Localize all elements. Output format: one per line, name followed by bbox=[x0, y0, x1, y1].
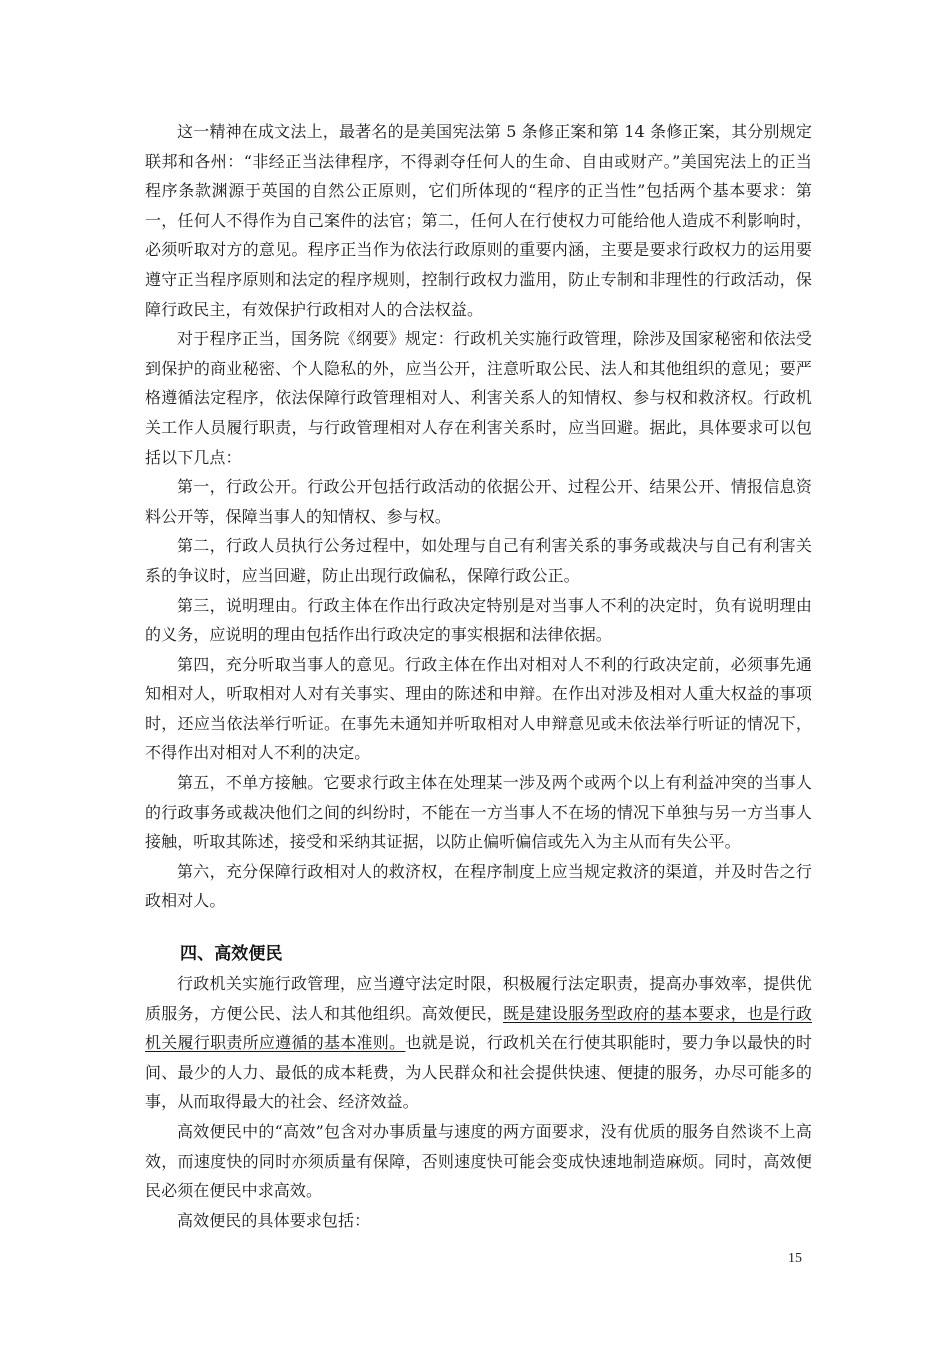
paragraph-due-process-us-constitution: 这一精神在成文法上，最著名的是美国宪法第 5 条修正案和第 14 条修正案，其分别规定联邦和各州：“非经正当法律程序，不得剥夺任何人的生命、自由或财产。”美国宪法上的正当程序条款渊源于英国的自然公正原则，它们所体现的“程序的正当性”包括两个基本要求：第一，任何人不得作为自己案件的法官；第二，任何人在行使权力可能给他人造成不利影响时，必须听取对方的意见。程序正当作为依法行政原则的重要内涵，主要是要求行政权力的运用要遵守正当程序原则和法定的程序规则，控制行政权力滥用，防止专制和非理性的行政活动，保障行政民主，有效保护行政相对人的合法权益。 bbox=[145, 122, 812, 319]
efficiency-text-end: 也就是说，行政机关在行使其职能时，要力争以最快的时间、最少的人力、最低的成本耗费，为人民群众和社会提供快速、便捷的服务，办尽可能多的事，从而取得最大的社会、经济效益。 bbox=[145, 1033, 812, 1112]
efficiency-text-start: 行政机关实施行政管理，应当遵守法定时限，积极履行法定职责，提高办事效率，提供优质服务，方便公民、法人和其他组织。高效便民， bbox=[145, 974, 812, 1023]
page-number: 15 bbox=[788, 1251, 802, 1266]
paragraph-efficiency-requirements-intro: 高效便民的具体要求包括： bbox=[177, 1210, 371, 1230]
paragraph-state-council-outline: 对于程序正当，国务院《纲要》规定：行政机关实施行政管理，除涉及国家秘密和依法受到保护的商业秘密、个人隐私的外，应当公开，注意听取公民、法人和其他组织的意见；要严格遵循法定程序，依法保障行政管理相对人、利害关系人的知情权、参与权和救济权。行政机关工作人员履行职责，与行政管理相对人存在利害关系时，应当回避。据此，具体要求可以包括以下几点： bbox=[145, 329, 812, 467]
paragraph-point-5-no-ex-parte-contact: 第五，不单方接触。它要求行政主体在处理某一涉及两个或两个以上有利益冲突的当事人的行政事务或裁决他们之间的纠纷时，不能在一方当事人不在场的情况下单独与另一方当事人接触，听取其陈述，接受和采纳其证据，以防止偏听偏信或先入为主从而有失公平。 bbox=[145, 773, 812, 852]
paragraph-point-4-hearing-opinions: 第四，充分听取当事人的意见。行政主体在作出对相对人不利的行政决定前，必须事先通知相对人，听取相对人对有关事实、理由的陈述和申辩。在作出对涉及相对人重大权益的事项时，还应当依法举行听证。在事先未通知并听取相对人申辩意见或未依法举行听证的情况下，不得作出对相对人不利的决定。 bbox=[145, 654, 812, 763]
section-heading: 四、高效便民 bbox=[180, 944, 283, 965]
paragraph-point-6-right-to-remedy: 第六，充分保障行政相对人的救济权，在程序制度上应当规定救济的渠道，并及时告之行政相对人。 bbox=[145, 861, 812, 911]
underlined-text: 既是建设服务型政府的基本要求，也是行政机关履行职责所应遵循的基本准则。 bbox=[145, 1003, 813, 1053]
document-body bbox=[145, 117, 812, 1235]
paragraph-point-3-stating-reasons: 第三，说明理由。行政主体在作出行政决定特别是对当事人不利的决定时，负有说明理由的义务，应说明的理由包括作出行政决定的事实根据和法律依据。 bbox=[145, 595, 812, 645]
paragraph-efficiency-meaning: 高效便民中的“高效”包含对办事质量与速度的两方面要求，没有优质的服务自然谈不上高效，而速度快的同时亦须质量有保障，否则速度快可能会变成快速地制造麻烦。同时，高效便民必须在便民中求高效。 bbox=[145, 1122, 812, 1201]
paragraph-efficiency-definition bbox=[145, 969, 812, 1117]
paragraph-point-1-administrative-openness: 第一，行政公开。行政公开包括行政活动的依据公开、过程公开、结果公开、情报信息资料公开等，保障当事人的知情权、参与权。 bbox=[145, 477, 812, 526]
paragraph-point-2-recusal: 第二，行政人员执行公务过程中，如处理与自己有利害关系的事务或裁决与自己有利害关系的争议时，应当回避，防止出现行政偏私，保障行政公正。 bbox=[145, 536, 812, 585]
